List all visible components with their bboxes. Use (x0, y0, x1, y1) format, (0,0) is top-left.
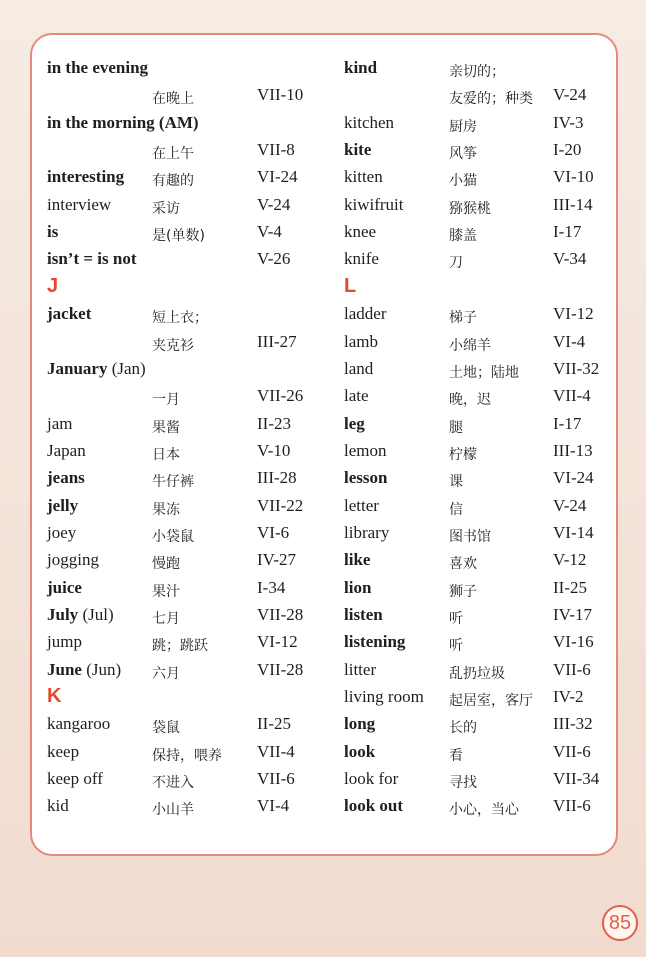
entry-translation: 看 (449, 747, 463, 764)
entry-word: Japan (47, 440, 86, 460)
entry-translation: 夹克衫 (152, 337, 194, 354)
entry-word: kitchen (344, 112, 395, 132)
entry-unit-ref: VII-28 (257, 659, 304, 679)
entry-translation: 风筝 (449, 146, 477, 163)
entry-translation: 厨房 (449, 118, 477, 135)
entry-translation: 小山羊 (152, 802, 194, 819)
entry-unit-ref: IV-27 (257, 550, 297, 570)
entry-unit-ref: VI-16 (553, 632, 594, 652)
page-number: 85 (602, 905, 638, 941)
entry-translation: 一月 (152, 392, 180, 409)
entry-translation: 小袋鼠 (152, 528, 194, 545)
entry-translation: 膝盖 (449, 228, 477, 245)
entry-translation: 有趣的 (152, 173, 194, 190)
entry-unit-ref: IV-2 (553, 687, 584, 707)
entry-unit-ref: V-4 (257, 222, 282, 242)
entry-word: look (344, 741, 376, 761)
entry-unit-ref: V-12 (553, 550, 587, 570)
entry-unit-ref: VI-12 (553, 304, 594, 324)
entry-unit-ref: II-25 (257, 714, 291, 734)
entry-unit-ref: II-23 (257, 413, 291, 433)
entry-unit-ref: VII-28 (257, 605, 304, 624)
entry-unit-ref: VII-10 (257, 85, 304, 105)
entry-translation: 喜欢 (449, 556, 477, 573)
entry-word: ladder (344, 304, 387, 324)
entry-word: lamb (344, 331, 378, 351)
entry-translation: 亲切的； (449, 64, 505, 80)
entry-word: July (Jul) (47, 605, 114, 624)
entry-translation: 长的 (449, 720, 477, 737)
entry-unit-ref: VII-4 (257, 741, 295, 761)
entry-translation: 慢跑 (152, 556, 180, 573)
entry-unit-ref: VI-4 (553, 331, 586, 351)
entry-translation: 跳；跳跃 (152, 638, 208, 655)
entry-translation: 七月 (152, 611, 180, 627)
entry-word: keep off (47, 769, 103, 789)
entry-translation: 腿 (449, 419, 463, 436)
entry-unit-ref: V-34 (553, 249, 587, 269)
entry-word: late (344, 386, 369, 406)
entry-unit-ref: III-14 (553, 194, 593, 214)
entry-word: lemon (344, 440, 387, 460)
entry-word: in the evening (47, 58, 149, 77)
entry-word: jacket (47, 304, 92, 324)
entry-word: listen (344, 605, 383, 624)
entry-unit-ref: VII-26 (257, 386, 304, 406)
entry-unit-ref: III-32 (553, 714, 593, 734)
entry-translation: 课 (449, 474, 463, 491)
entry-abbreviation: (Jun) (81, 659, 122, 679)
section-letter: L (344, 274, 357, 297)
entry-word: land (344, 358, 374, 378)
entry-unit-ref: V-24 (553, 85, 587, 105)
entry-unit-ref: VI-6 (257, 522, 290, 542)
entry-translation: 猕猴桃 (449, 200, 491, 217)
entry-word: jeans (47, 468, 85, 488)
entry-unit-ref: V-26 (257, 249, 291, 269)
entry-word: leg (344, 413, 365, 433)
entry-word: jelly (47, 495, 79, 515)
entry-word: living room (344, 687, 424, 707)
entry-translation: 寻找 (449, 775, 477, 792)
entry-unit-ref: VII-6 (553, 659, 591, 679)
entry-unit-ref: VI-24 (553, 468, 594, 488)
entry-translation: 小心，当心 (449, 802, 519, 819)
glossary-panel (30, 33, 618, 856)
entry-translation: 听 (449, 611, 463, 627)
entry-translation: 信 (449, 501, 463, 518)
entry-unit-ref: VI-10 (553, 167, 594, 187)
entry-word: keep (47, 741, 80, 761)
entry-translation: 牛仔裤 (152, 474, 194, 491)
entry-word: kind (344, 58, 378, 77)
entry-word: like (344, 550, 371, 570)
entry-translation: 保持，喂养 (152, 747, 222, 764)
entry-translation: 刀 (449, 255, 463, 272)
entry-abbreviation: (Jul) (78, 605, 114, 624)
section-letter: J (47, 274, 59, 297)
entry-word: juice (47, 577, 82, 597)
entry-translation: 果冻 (152, 501, 180, 518)
entry-word: kid (47, 796, 69, 816)
entry-translation: 听 (449, 638, 463, 655)
entry-unit-ref: VII-22 (257, 495, 304, 515)
entry-translation: 友爱的；种类 (449, 91, 533, 108)
entry-translation: 果酱 (152, 419, 180, 436)
entry-unit-ref: VII-34 (553, 769, 600, 789)
entry-word: knee (344, 222, 377, 242)
entry-translation: 乱扔垃圾 (449, 665, 505, 682)
entry-translation: 柠檬 (449, 446, 477, 463)
entry-translation: 在上午 (152, 146, 194, 163)
entry-word: long (344, 714, 376, 734)
entry-unit-ref: I-17 (553, 413, 582, 433)
entry-word: lesson (344, 468, 388, 488)
entry-unit-ref: V-10 (257, 440, 291, 460)
entry-word: isn’t = is not (47, 249, 137, 269)
entry-unit-ref: VII-8 (257, 140, 295, 160)
entry-word: jam (47, 413, 73, 433)
entry-translation: 晚，迟 (449, 392, 491, 409)
entry-unit-ref: I-34 (257, 577, 286, 597)
entry-word: look for (344, 769, 399, 789)
entry-unit-ref: V-24 (553, 495, 587, 515)
entry-unit-ref: III-13 (553, 440, 593, 460)
entry-translation: 小绵羊 (449, 337, 491, 354)
entry-word: litter (344, 659, 377, 679)
entry-unit-ref: III-28 (257, 468, 297, 488)
entry-translation: 狮子 (449, 583, 477, 600)
entry-word: kangaroo (47, 714, 111, 734)
entry-word: interesting (47, 167, 125, 187)
entry-word: jump (47, 632, 82, 652)
entry-word: in the morning (AM) (47, 112, 199, 132)
entry-translation: 袋鼠 (152, 720, 180, 737)
entry-word: look out (344, 796, 404, 816)
entry-word: kite (344, 140, 372, 160)
entry-unit-ref: VII-4 (553, 386, 591, 406)
entry-unit-ref: VI-14 (553, 522, 594, 542)
entry-word: kiwifruit (344, 194, 404, 214)
entry-unit-ref: VI-24 (257, 167, 298, 187)
entry-translation: 梯子 (449, 310, 477, 327)
entry-unit-ref: VII-6 (257, 769, 295, 789)
entry-unit-ref: VII-32 (553, 358, 600, 378)
section-letter: K (47, 685, 62, 708)
entry-unit-ref: I-20 (553, 140, 582, 160)
entry-translation: 采访 (152, 200, 180, 217)
entry-translation: 图书馆 (449, 528, 491, 545)
entry-word: kitten (344, 167, 383, 187)
entry-unit-ref: V-24 (257, 194, 291, 214)
entry-word: jogging (47, 550, 99, 570)
entry-word: January (Jan) (47, 358, 146, 378)
entry-word: interview (47, 194, 112, 214)
entry-unit-ref: IV-17 (553, 605, 593, 624)
entry-translation: 短上衣； (152, 310, 208, 327)
entry-abbreviation: (Jan) (107, 358, 146, 378)
entry-word: is (47, 222, 59, 242)
entry-word: listening (344, 632, 406, 652)
entry-unit-ref: VI-12 (257, 632, 298, 652)
entry-word: June (Jun) (47, 659, 122, 679)
entry-word: lion (344, 577, 372, 597)
entry-translation: 日本 (152, 446, 180, 463)
entry-word: letter (344, 495, 379, 515)
entry-unit-ref: IV-3 (553, 112, 584, 132)
entry-unit-ref: VII-6 (553, 741, 591, 761)
entry-unit-ref: I-17 (553, 222, 582, 242)
entry-word: joey (47, 522, 77, 542)
entry-translation: 土地；陆地 (449, 364, 519, 381)
entry-unit-ref: VI-4 (257, 796, 290, 816)
entry-unit-ref: III-27 (257, 331, 297, 351)
entry-translation: 是(单数) (152, 228, 205, 245)
entry-translation: 六月 (152, 665, 180, 682)
entry-unit-ref: VII-6 (553, 796, 591, 816)
entry-translation: 不进入 (152, 775, 194, 792)
entry-word: library (344, 522, 390, 542)
entry-unit-ref: II-25 (553, 577, 587, 597)
entry-word: knife (344, 249, 379, 269)
entry-translation: 起居室，客厅 (449, 693, 533, 710)
entry-translation: 果汁 (152, 583, 180, 600)
entry-translation: 小猫 (449, 173, 477, 190)
entry-translation: 在晚上 (152, 91, 194, 108)
